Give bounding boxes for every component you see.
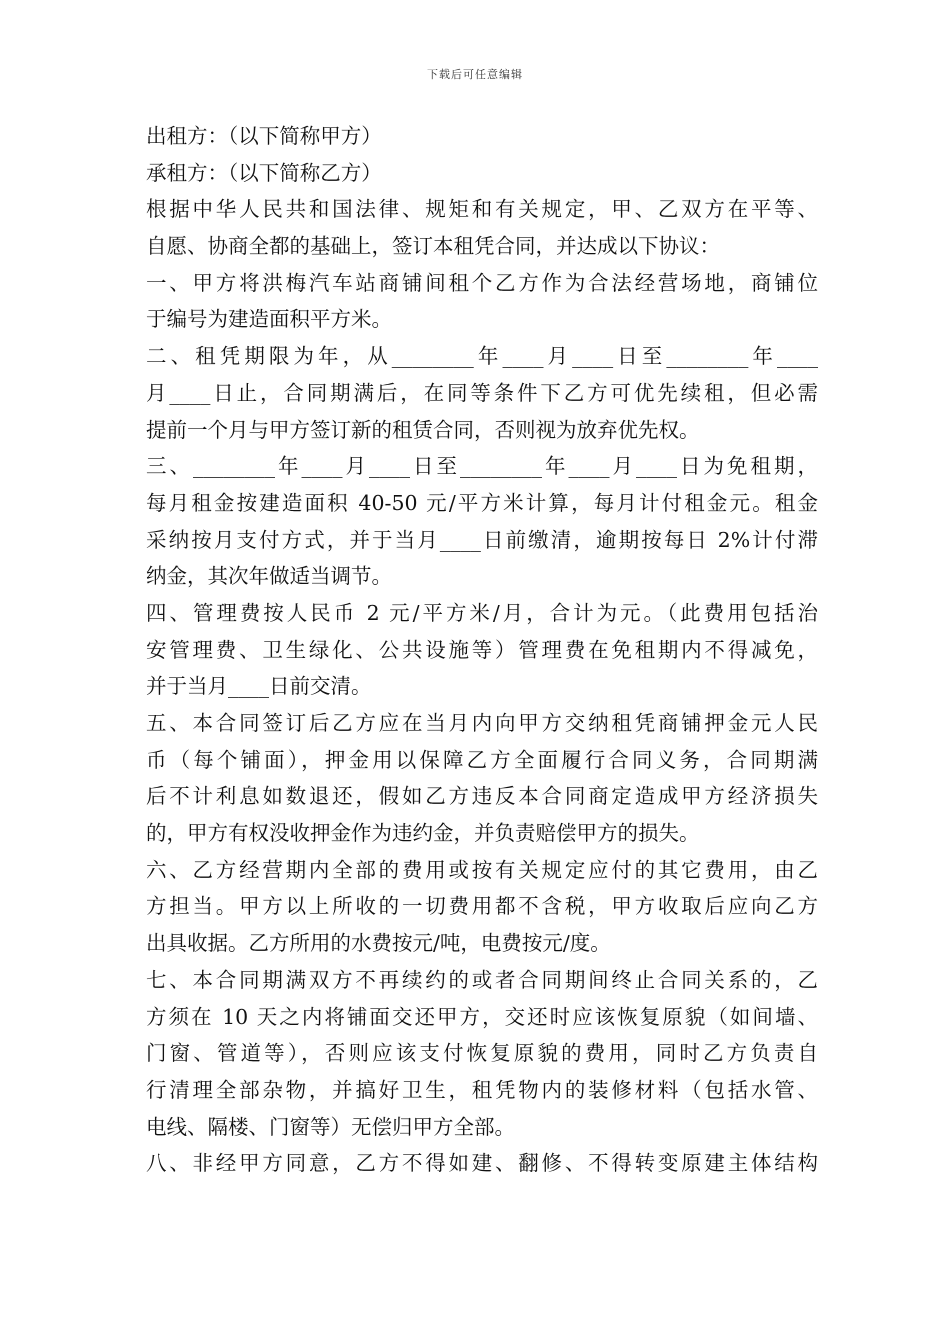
text-line: 自愿、协商全都的基础上，签订本租凭合同，并达成以下协议：: [146, 234, 720, 259]
text-line: 币（每个铺面），押金用以保障乙方全面履行合同义务，合同期满: [146, 747, 818, 772]
text-line: 方担当。甲方以上所收的一切费用都不含税，甲方收取后应向乙方: [146, 894, 818, 919]
text-line: 门窗、管道等），否则应该支付恢复原貌的费用，同时乙方负责自: [146, 1041, 818, 1066]
text-line: 三、________年____月____日至________年____月____日为免租期，: [146, 454, 818, 479]
text-line: 的，甲方有权没收押金作为违约金，并负责赔偿甲方的损失。: [146, 821, 700, 846]
text-line: 方须在 10 天之内将铺面交还甲方，交还时应该恢复原貌（如间墙、: [146, 1004, 818, 1029]
text-line: 后不计利息如数退还，假如乙方违反本合同商定造成甲方经济损失: [146, 784, 818, 809]
text-line: 纳金，其次年做适当调节。: [146, 564, 392, 589]
page-header: 下载后可任意编辑: [427, 68, 523, 81]
text-line: 每月租金按建造面积 40-50 元/平方米计算，每月计付租金元。租金: [146, 490, 818, 515]
text-line: 二、租凭期限为年，从________年____月____日至________年____: [146, 344, 818, 369]
text-line: 一、甲方将洪梅汽车站商铺间租个乙方作为合法经营场地，商铺位: [146, 270, 818, 295]
text-line: 采纳按月支付方式，并于当月____日前缴清，逾期按每日 2%计付滞: [146, 527, 818, 552]
text-line: 出具收据。乙方所用的水费按元/吨，电费按元/度。: [146, 931, 611, 956]
text-line: 于编号为建造面积平方米。: [146, 307, 392, 332]
text-line: 四、管理费按人民币 2 元/平方米/月，合计为元。（此费用包括治: [146, 600, 818, 625]
text-line: 提前一个月与甲方签订新的租赁合同，否则视为放弃优先权。: [146, 417, 700, 442]
text-line: 电线、隔楼、门窗等）无偿归甲方全部。: [146, 1114, 515, 1139]
text-line: 出租方：（以下简称甲方）: [146, 124, 382, 148]
text-line: 并于当月____日前交清。: [146, 674, 372, 699]
text-line: 六、乙方经营期内全部的费用或按有关规定应付的其它费用，由乙: [146, 857, 818, 882]
text-line: 月____日止，合同期满后，在同等条件下乙方可优先续租，但必需: [146, 380, 818, 405]
text-line: 行清理全部杂物，并搞好卫生，租凭物内的装修材料（包括水管、: [146, 1077, 818, 1102]
text-line: 安管理费、卫生绿化、公共设施等）管理费在免租期内不得减免，: [146, 637, 818, 662]
text-line: 八、非经甲方同意，乙方不得如建、翻修、不得转变原建主体结构: [146, 1151, 818, 1176]
text-line: 根据中华人民共和国法律、规矩和有关规定，甲、乙双方在平等、: [146, 197, 818, 222]
text-line: 七、本合同期满双方不再续约的或者合同期间终止合同关系的，乙: [146, 967, 818, 992]
text-line: 承租方：（以下简称乙方）: [146, 160, 382, 185]
text-line: 五、本合同签订后乙方应在当月内向甲方交纳租凭商铺押金元人民: [146, 711, 818, 735]
contract-body: [146, 118, 818, 1182]
